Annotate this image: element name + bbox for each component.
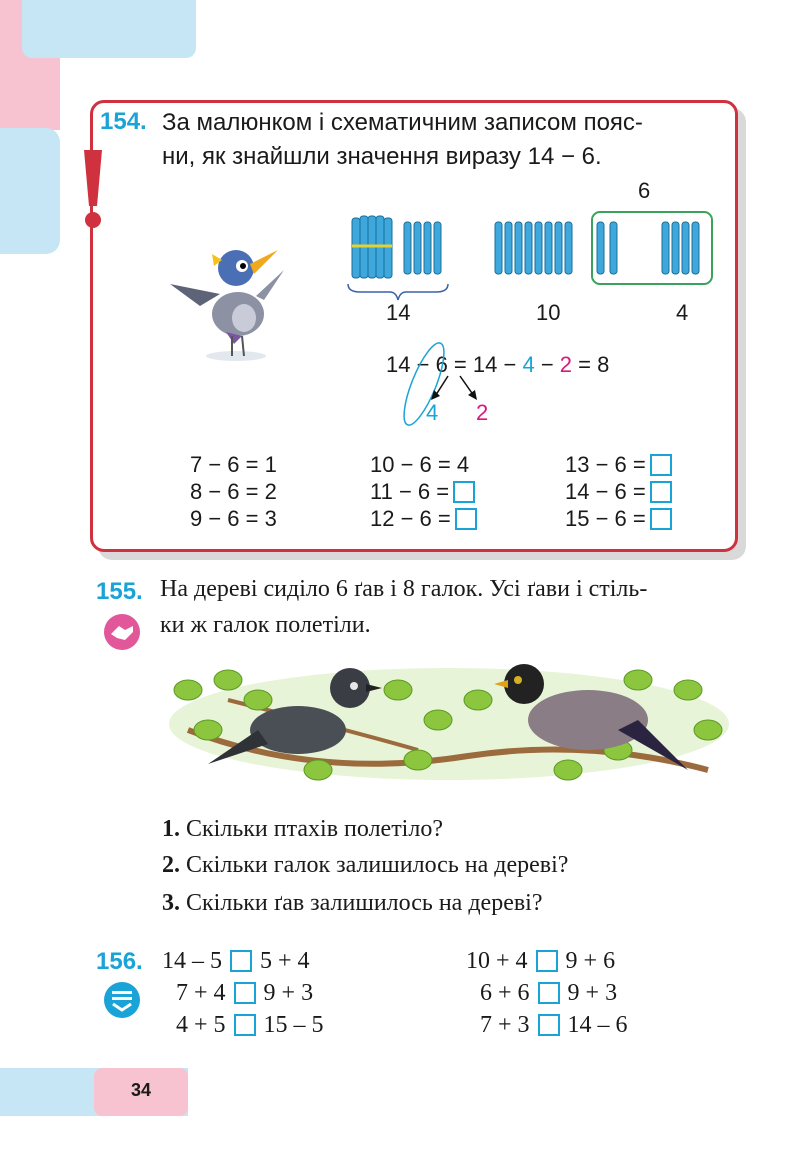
exercise-154-number: 154. [100,108,147,135]
exclamation-icon [80,146,106,232]
compare-box[interactable] [536,950,558,972]
compare-box[interactable] [538,1014,560,1036]
compare-right-row2: 6 + 6 9 + 3 [480,980,618,1006]
tab-blue-left [0,128,60,254]
compare-right-row3: 7 + 3 14 – 6 [480,1012,628,1038]
answer-box[interactable] [650,454,672,476]
page-number: 34 [130,1080,152,1100]
compare-box[interactable] [234,982,256,1004]
answer-box[interactable] [453,481,475,503]
compare-box[interactable] [230,950,252,972]
exercise-154-text-line2: ни, як знайшли значення виразу 14 − 6. [162,143,602,170]
compare-right-row1: 10 + 4 9 + 6 [466,948,616,974]
compare-box[interactable] [538,982,560,1004]
question-2: 2. Скільки галок залишилось на дереві? [162,852,569,878]
expr-middle: − 6 = 14 − [416,352,517,377]
compare-left-row2: 7 + 4 9 + 3 [176,980,314,1006]
label-6: 6 [638,178,651,203]
split-4: 4 [426,400,439,425]
label-10: 10 [536,300,561,325]
expr-14: 14 [386,352,411,377]
expr-result: = 8 [578,352,610,377]
compare-icon [102,980,142,1020]
compare-left-row3: 4 + 5 15 – 5 [176,1012,324,1038]
bird-illustration [160,236,290,366]
exercise-154-text-line1: За малюнком і схематичним записом пояс- [162,109,643,136]
eq-col2-row2: 11 − 6 = [370,479,475,505]
handshake-icon [102,612,142,652]
eq-col2-row3: 12 − 6 = [370,506,477,532]
eq-col1-row1: 7 − 6 = 1 [190,452,277,477]
expr-2: 2 [559,352,573,377]
expr-4: 4 [522,352,535,377]
eq-col3-row2: 14 − 6 = [565,479,672,505]
eq-col2-row1: 10 − 6 = 4 [370,452,470,477]
eq-col3-row3: 15 − 6 = [565,506,672,532]
exercise-156-number: 156. [96,948,143,975]
birds-on-branch-illustration [168,660,730,788]
eq-col3-row1: 13 − 6 = [565,452,672,478]
question-1: 1. Скільки птахів полетіло? [162,816,443,842]
answer-box[interactable] [455,508,477,530]
compare-box[interactable] [234,1014,256,1036]
split-2: 2 [476,400,489,425]
exercise-155-text-line1: На дереві сиділо 6 ґав і 8 галок. Усі ґави і стіль- [160,576,648,602]
eq-col1-row3: 9 − 6 = 3 [190,506,277,531]
answer-box[interactable] [650,508,672,530]
exercise-155-number: 155. [96,578,143,605]
compare-left-row1: 14 – 5 5 + 4 [162,948,310,974]
question-3: 3. Скільки ґав залишилось на дереві? [162,890,543,916]
split-diagram [396,340,506,430]
exercise-155-text-line2: ки ж галок полетіли. [160,612,371,638]
expr-minus: − [540,352,554,377]
label-4: 4 [676,300,689,325]
eq-col1-row2: 8 − 6 = 2 [190,479,277,504]
tab-blue-top [22,0,196,58]
sticks-illustration [340,206,720,306]
answer-box[interactable] [650,481,672,503]
label-14: 14 [386,300,411,325]
